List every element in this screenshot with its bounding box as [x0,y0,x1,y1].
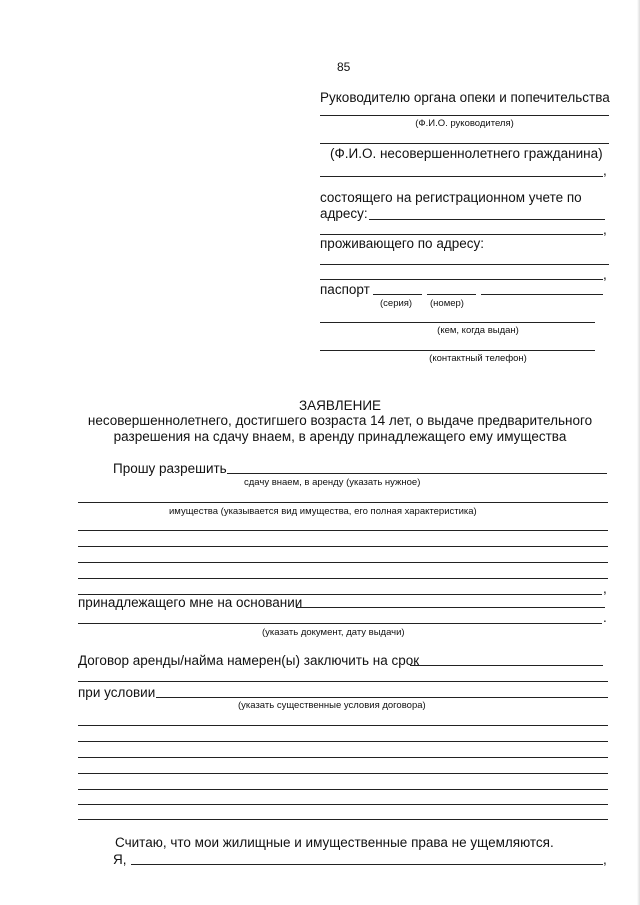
contract-term-label: Договор аренды/найма намерен(ы) заключить на срок [78,653,420,668]
living-address-line2[interactable] [320,279,603,280]
property-line[interactable] [78,578,608,579]
registered-label-line2: адресу: [320,206,368,221]
phone-caption: (контактный телефон) [429,353,527,364]
period-mark: . [603,610,607,625]
condition-label: при условии [78,685,156,700]
series-caption: (серия) [380,298,413,309]
recipient-name-caption: (Ф.И.О. руководителя) [415,118,514,129]
condition-line[interactable] [78,804,608,805]
living-address-line1[interactable] [320,264,609,265]
registered-address-line1[interactable] [369,219,605,220]
property-line[interactable] [78,562,608,563]
condition-caption: (указать существенные условия договора) [238,700,426,711]
issued-by-line[interactable] [320,322,595,323]
passport-series-line[interactable] [373,294,422,295]
recipient-name-line[interactable] [320,115,609,116]
request-label: Прошу разрешить [113,461,227,476]
contract-term-line[interactable] [410,665,603,666]
number-caption: (номер) [430,298,464,309]
document-subtitle-line2: разрешения на сдачу внаем, в аренду принадлежащего ему имущества [113,429,567,444]
comma-mark: , [603,267,607,282]
phone-line[interactable] [320,350,595,351]
passport-extra-line[interactable] [481,294,603,295]
issued-caption: (кем, когда выдан) [437,325,519,336]
condition-line[interactable] [78,789,608,790]
property-line[interactable] [78,530,608,531]
property-caption: имущества (указывается вид имущества, его полная характеристика) [169,506,477,517]
document-subtitle-line1: несовершеннолетнего, достигшего возраста 14 лет, о выдаче предварительного [87,413,593,428]
condition-line[interactable] [78,741,608,742]
minor-name-caption: (Ф.И.О. несовершеннолетнего гражданина) [330,146,603,161]
document-line[interactable] [78,623,602,624]
comma-mark: , [603,163,607,178]
condition-line[interactable] [78,757,608,758]
passport-number-line[interactable] [427,294,476,295]
minor-name-line-top[interactable] [320,143,609,144]
owned-basis-line[interactable] [296,607,605,608]
living-address-label: проживающего по адресу: [320,236,484,251]
request-caption: сдачу внаем, в аренду (указать нужное) [244,477,421,488]
condition-line[interactable] [78,725,608,726]
i-label: Я, [113,852,127,867]
comma-mark: , [603,222,607,237]
property-line[interactable] [78,546,608,547]
condition-line[interactable] [156,697,608,698]
condition-line[interactable] [78,681,608,682]
recipient-title: Руководителю органа опеки и попечительства [320,90,610,105]
page-number: 85 [337,60,351,74]
passport-label: паспорт [320,282,370,297]
property-line[interactable] [78,502,608,503]
signature-name-line[interactable] [131,864,603,865]
comma-mark: , [603,852,607,867]
condition-line[interactable] [78,773,608,774]
request-line[interactable] [227,473,607,474]
owned-basis-label: принадлежащего мне на основании [78,595,303,610]
condition-line[interactable] [78,819,608,820]
comma-mark: , [603,581,607,596]
registered-address-line2[interactable] [320,234,603,235]
document-heading: ЗАЯВЛЕНИЕ [298,398,382,413]
document-caption: (указать документ, дату выдачи) [262,627,405,638]
registered-label-line1: состоящего на регистрационном учете по [320,190,582,205]
rights-statement: Считаю, что мои жилищные и имущественные права не ущемляются. [115,835,554,850]
minor-name-line[interactable] [320,176,603,177]
